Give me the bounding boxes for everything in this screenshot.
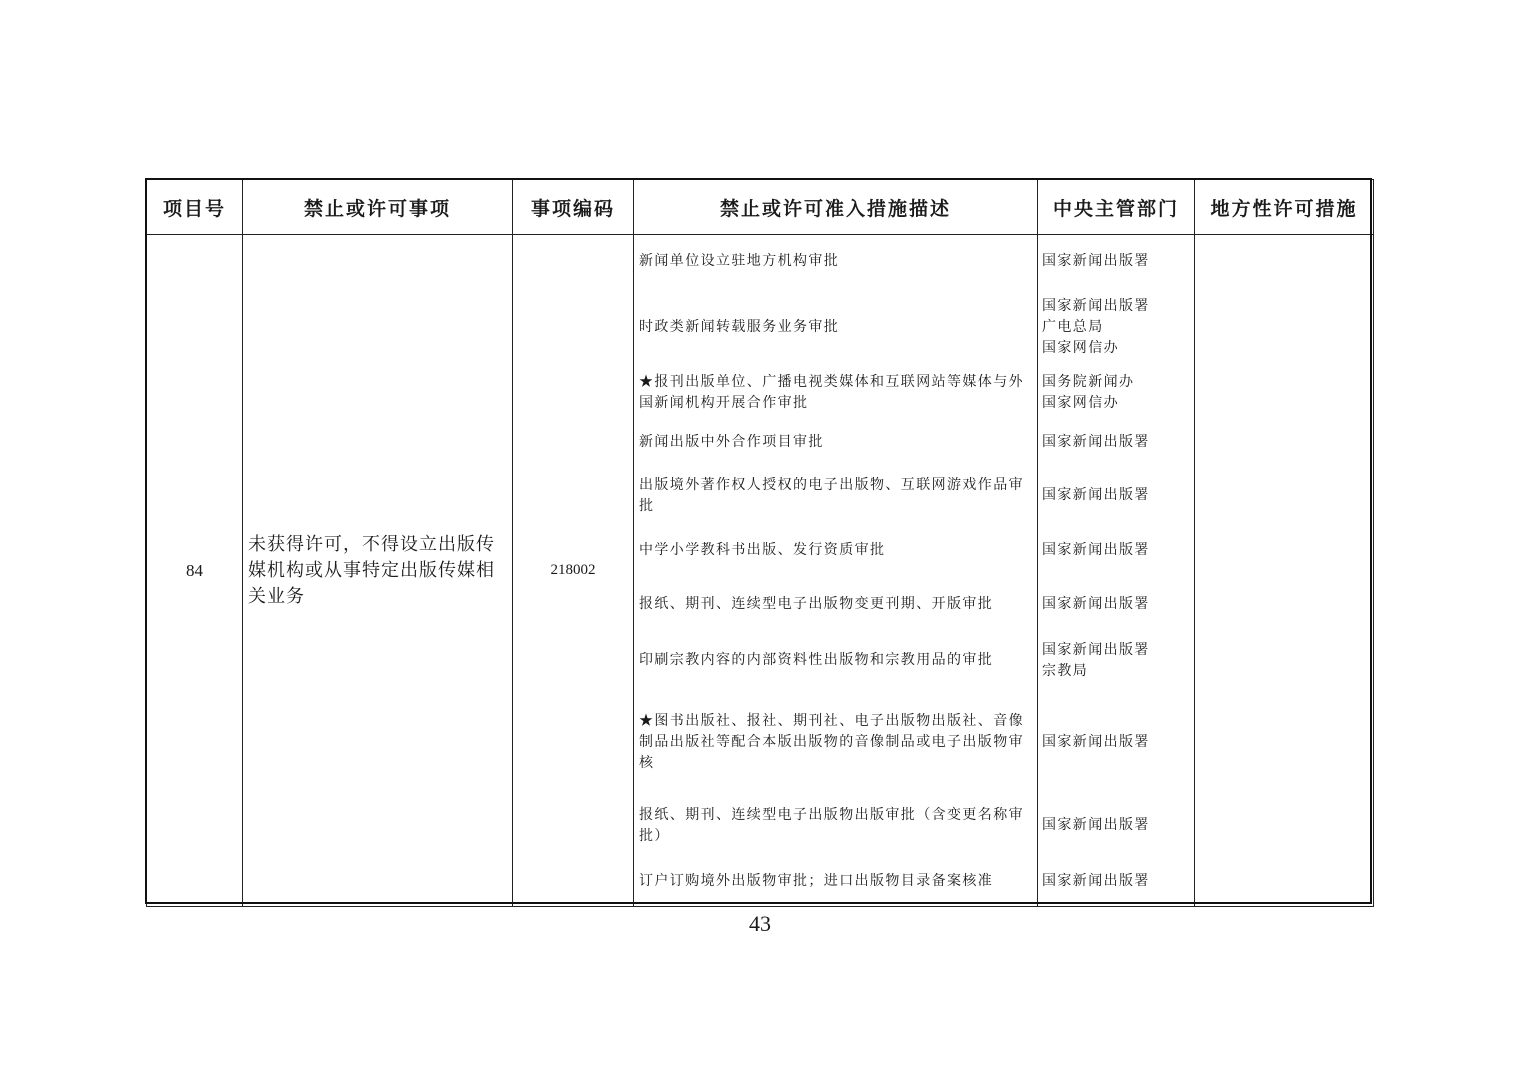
- measure-description: [634, 466, 1037, 525]
- central-department-cell: [1038, 235, 1195, 907]
- central-department: [1038, 525, 1194, 576]
- central-department: [1038, 632, 1194, 689]
- central-department-text: 国务院新闻办 国家网信办: [1042, 374, 1135, 411]
- header-central-department: 中央主管部门: [1038, 180, 1195, 235]
- regulation-table: [146, 179, 1374, 907]
- central-department-text: 国家新闻出版署: [1042, 817, 1150, 833]
- central-department-text: 国家新闻出版署: [1042, 595, 1150, 612]
- measure-description: [634, 576, 1037, 632]
- measure-description: [634, 856, 1037, 907]
- local-measures-cell: [1195, 235, 1374, 907]
- measure-description-cell: [634, 235, 1038, 907]
- central-department-text: 国家新闻出版署: [1042, 733, 1150, 750]
- measure-description-text: 订户订购境外出版物审批；进口出版物目录备案核准: [639, 873, 994, 889]
- measure-description-text: 印刷宗教内容的内部资料性出版物和宗教用品的审批: [639, 652, 994, 668]
- measure-description: [634, 525, 1037, 576]
- item-name-cell: 未获得许可，不得设立出版传媒机构或从事特定出版传媒相关业务: [243, 235, 513, 907]
- central-department-text: 国家新闻出版署: [1042, 252, 1150, 269]
- central-department: [1038, 576, 1194, 632]
- measure-description-text: 新闻出版中外合作项目审批: [639, 434, 824, 450]
- table-header-row: [147, 180, 1374, 235]
- central-department-text: 国家新闻出版署 广电总局 国家网信办: [1042, 297, 1150, 356]
- header-local-measures: 地方性许可措施: [1195, 180, 1374, 235]
- header-measure-description: 禁止或许可准入措施描述: [634, 180, 1038, 235]
- item-number-cell: 84: [147, 235, 243, 907]
- measure-description: [634, 795, 1037, 856]
- central-department: [1038, 856, 1194, 907]
- measure-description-text: ★图书出版社、报社、期刊社、电子出版物出版社、音像制品出版社等配合本版出版物的音像制品或电子出版物审核: [639, 712, 1024, 771]
- measure-description-text: 中学小学教科书出版、发行资质审批: [639, 542, 886, 558]
- central-department-text: 国家新闻出版署 宗教局: [1042, 641, 1150, 679]
- central-department-text: 国家新闻出版署: [1042, 434, 1150, 450]
- header-item-name: 禁止或许可事项: [243, 180, 513, 235]
- central-department-text: 国家新闻出版署: [1042, 542, 1150, 558]
- page-number: 43: [749, 911, 771, 936]
- measure-description-text: 报纸、期刊、连续型电子出版物出版审批（含变更名称审批）: [639, 806, 1024, 844]
- measure-description-text: 报纸、期刊、连续型电子出版物变更刊期、开版审批: [639, 595, 994, 612]
- item-code-cell: 218002: [513, 235, 634, 907]
- central-department: [1038, 689, 1194, 795]
- measure-description: [634, 287, 1037, 367]
- central-department: [1038, 287, 1194, 367]
- central-department: [1038, 466, 1194, 525]
- central-department: [1038, 795, 1194, 856]
- table-row: [147, 235, 1374, 907]
- header-item-number: 项目号: [147, 180, 243, 235]
- header-item-code: 事项编码: [513, 180, 634, 235]
- measure-description-text: ★报刊出版单位、广播电视类媒体和互联网站等媒体与外国新闻机构开展合作审批: [639, 374, 1024, 411]
- central-department-text: 国家新闻出版署: [1042, 873, 1150, 889]
- central-department-text: 国家新闻出版署: [1042, 487, 1150, 503]
- central-department: [1038, 235, 1194, 287]
- measure-description: [634, 367, 1037, 419]
- measure-description: [634, 689, 1037, 795]
- measure-description-text: 时政类新闻转载服务业务审批: [639, 318, 840, 335]
- measure-description-text: 新闻单位设立驻地方机构审批: [639, 252, 840, 269]
- central-department: [1038, 367, 1194, 419]
- measure-description: [634, 632, 1037, 689]
- measure-description-text: 出版境外著作权人授权的电子出版物、互联网游戏作品审批: [639, 476, 1024, 514]
- measure-description: [634, 419, 1037, 466]
- central-department: [1038, 419, 1194, 466]
- measure-description: [634, 235, 1037, 287]
